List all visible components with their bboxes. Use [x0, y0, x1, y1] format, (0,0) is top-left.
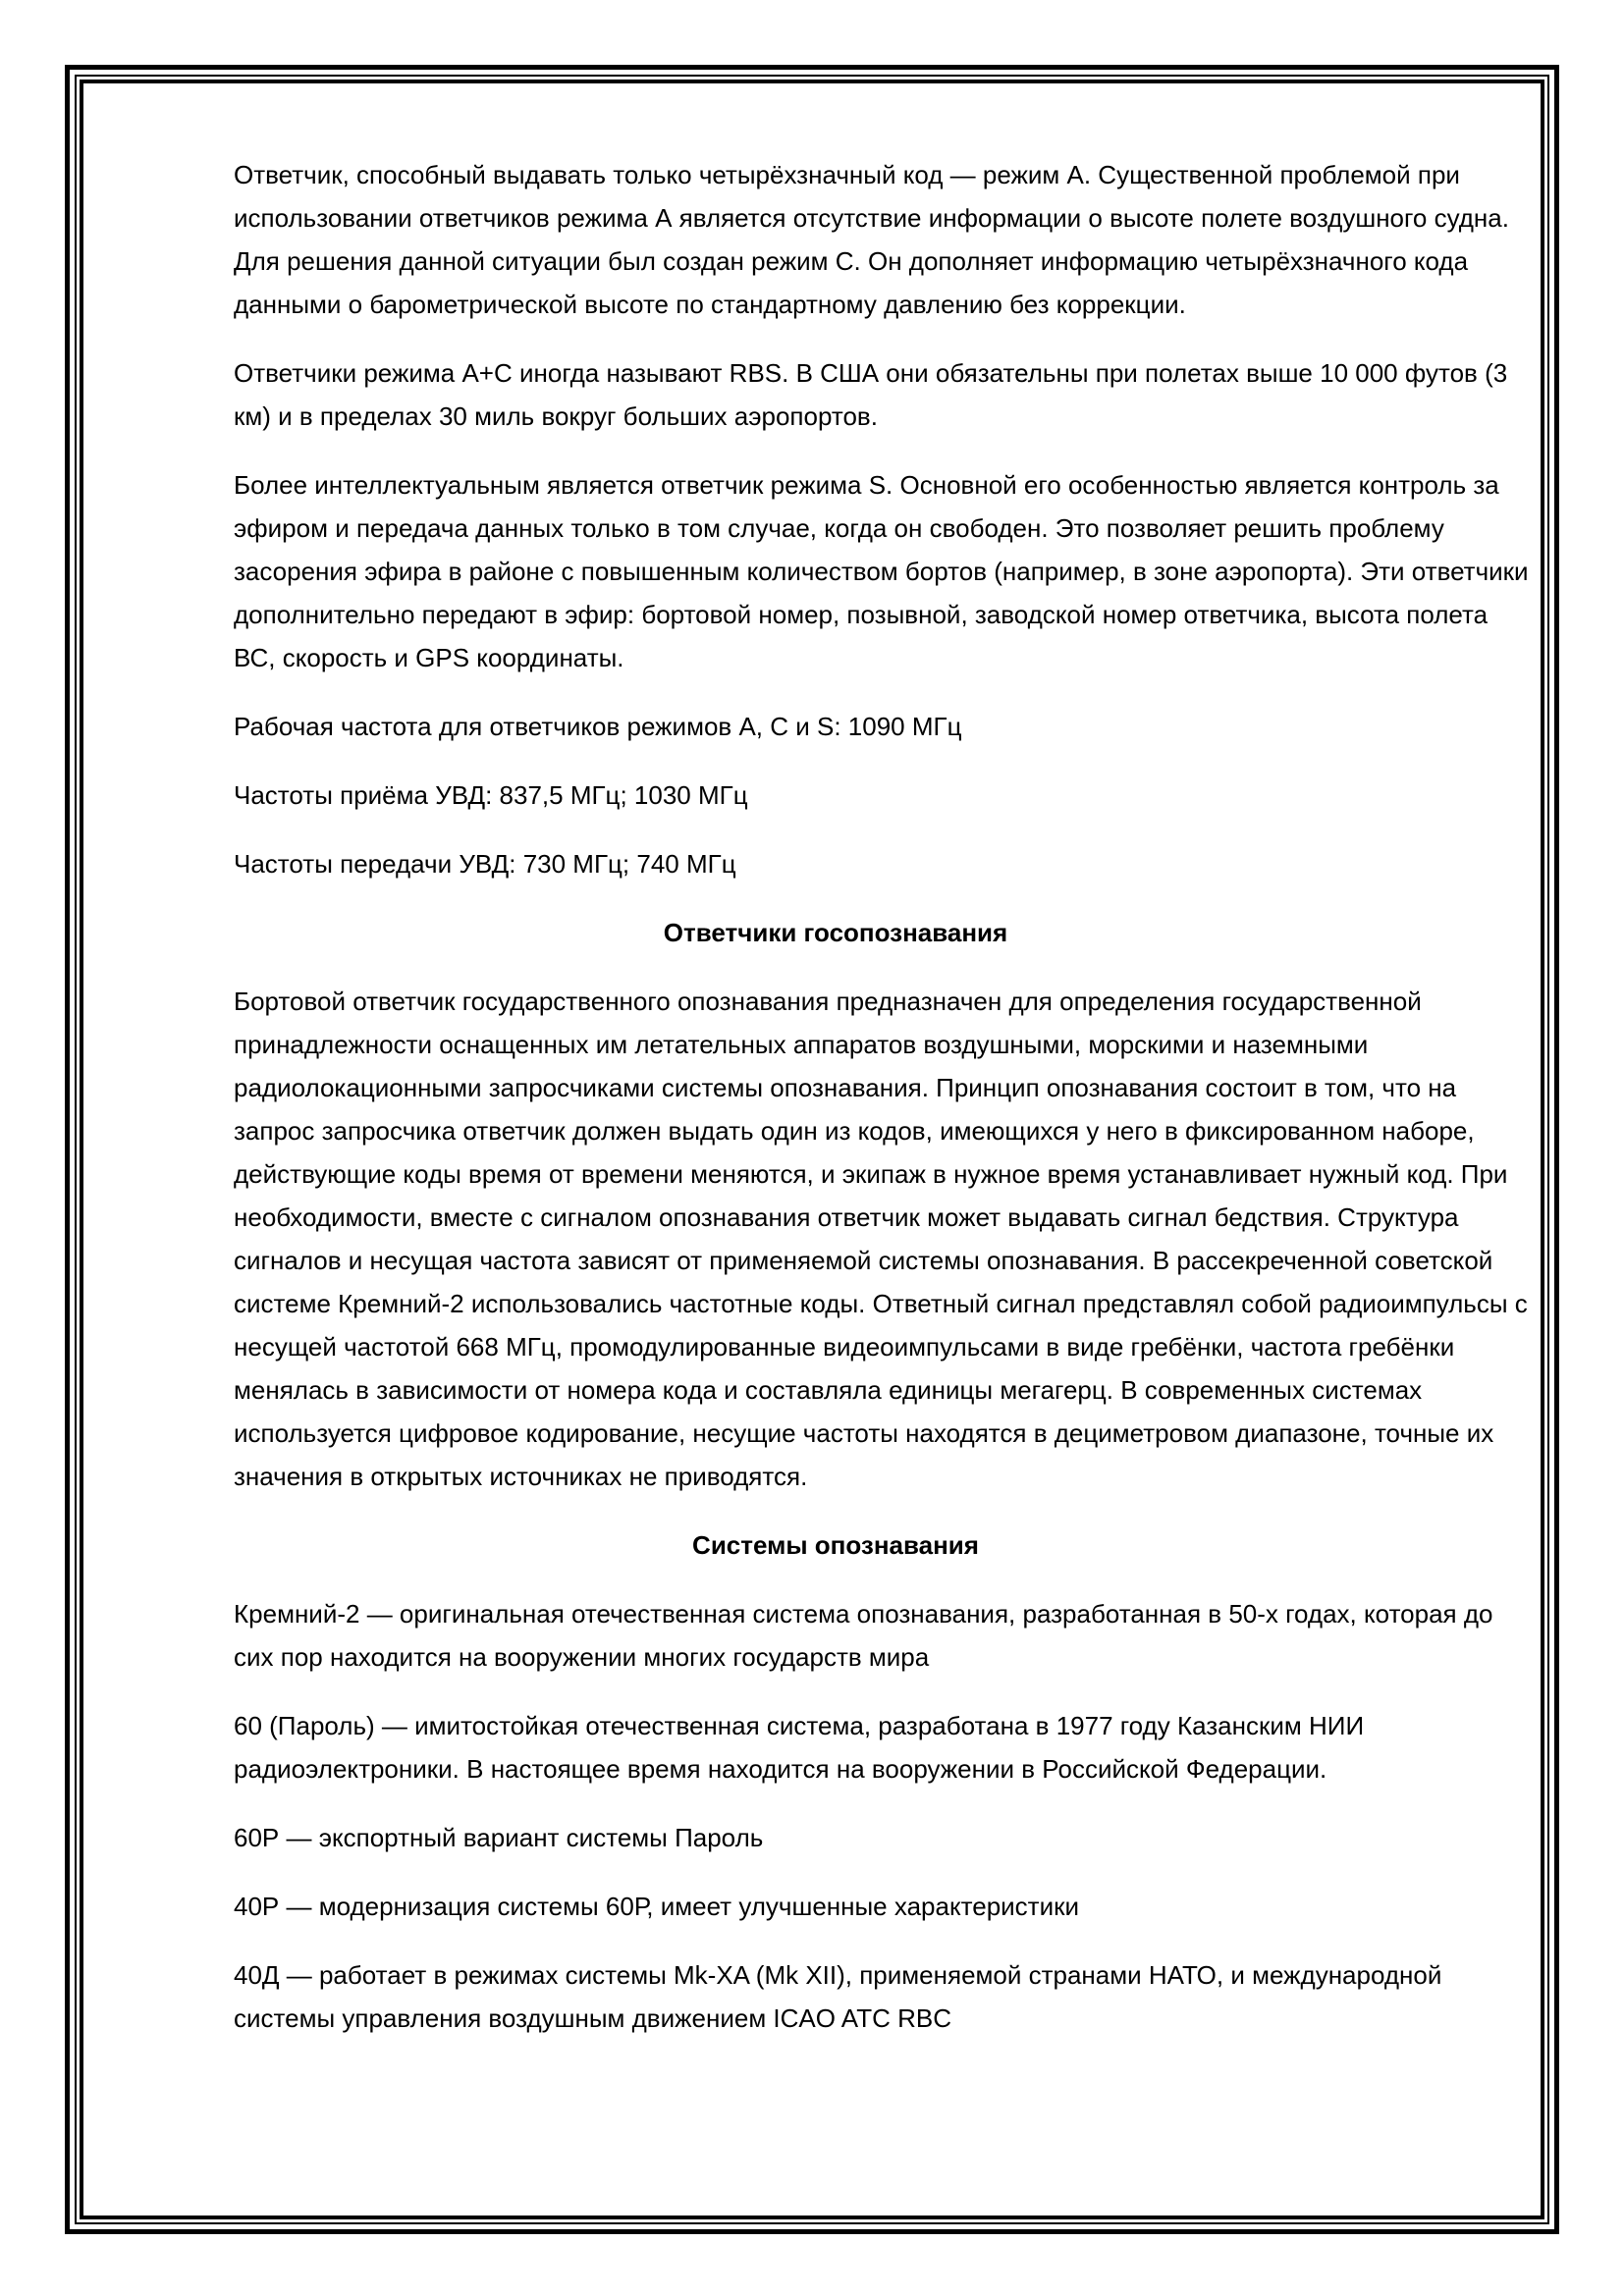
paragraph-40r: 40Р — модернизация системы 60Р, имеет улучшенные характеристики	[234, 1892, 1080, 1921]
paragraph-transmit-frequencies: Частоты передачи УВД: 730 МГц; 740 МГц	[234, 849, 736, 879]
paragraph-kremniy-2: Кремний-2 — оригинальная отечественная система опознавания, разработанная в 50-х годах, которая до сих пор находится на вооружении многих государств мира	[234, 1599, 1493, 1672]
heading-iff-transponders: Ответчики госопознавания	[663, 918, 1008, 947]
paragraph-mode-a-c-rbs: Ответчики режима А+С иногда называют RBS. В США они обязательны при полетах выше 10 000 футов (3 км) и в пределах 30 миль вокруг больших аэропортов.	[234, 358, 1508, 431]
paragraph-60r: 60Р — экспортный вариант системы Пароль	[234, 1823, 764, 1852]
paragraph-iff-description: Бортовой ответчик государственного опознавания предназначен для определения государственной принадлежности оснащенных им летательных аппаратов воздушными, морскими и наземными радиолокационными запросчиками системы опознавания. Принцип опознавания состоит в том, что на запрос запросчика ответчик должен выдать один из кодов, имеющихся у него в фиксированном наборе, действующие коды время от времени меняются, и экипаж в нужное время устанавливает нужный код. При необходимости, вместе с сигналом опознавания ответчик может выдавать сигнал бедствия. Структура сигналов и несущая частота зависят от применяемой системы опознавания. В рассекреченной советской системе Кремний-2 использовались частотные коды. Ответный сигнал представлял собой радиоимпульсы с несущей частотой 668 МГц, промодулированные видеоимпульсами в виде гребёнки, частота гребёнки менялась в зависимости от номера кода и составляла единицы мегагерц. В современных системах используется цифровое кодирование, несущие частоты находятся в дециметровом диапазоне, точные их значения в открытых источниках не приводятся.	[234, 987, 1528, 1491]
paragraph-operating-frequency: Рабочая частота для ответчиков режимов А, С и S: 1090 МГц	[234, 712, 962, 741]
paragraph-40d: 40Д — работает в режимах системы Mk-XA (Mk XII), применяемой странами НАТО, и международной системы управления воздушным движением ICAO ATC RBC	[234, 1960, 1442, 2033]
paragraph-mode-a-c: Ответчик, способный выдавать только четырёхзначный код — режим А. Существенной проблемой при использовании ответчиков режима А является отсутствие информации о высоте полете воздушного судна. Для решения данной ситуации был создан режим С. Он дополняет информацию четырёхзначного кода данными о барометрической высоте по стандартному давлению без коррекции.	[234, 160, 1509, 319]
heading-identification-systems: Системы опознавания	[692, 1530, 979, 1560]
document-body	[234, 153, 1530, 2065]
paragraph-mode-s: Более интеллектуальным является ответчик режима S. Основной его особенностью является контроль за эфиром и передача данных только в том случае, когда он свободен. Это позволяет решить проблему засорения эфира в районе с повышенным количеством бортов (например, в зоне аэропорта). Эти ответчики дополнительно передают в эфир: бортовой номер, позывной, заводской номер ответчика, высота полета ВС, скорость и GPS координаты.	[234, 470, 1529, 672]
paragraph-receive-frequencies: Частоты приёма УВД: 837,5 МГц; 1030 МГц	[234, 780, 748, 810]
paragraph-parol-60: 60 (Пароль) — имитостойкая отечественная система, разработана в 1977 году Казанским НИИ радиоэлектроники. В настоящее время находится на вооружении в Российской Федерации.	[234, 1711, 1365, 1784]
